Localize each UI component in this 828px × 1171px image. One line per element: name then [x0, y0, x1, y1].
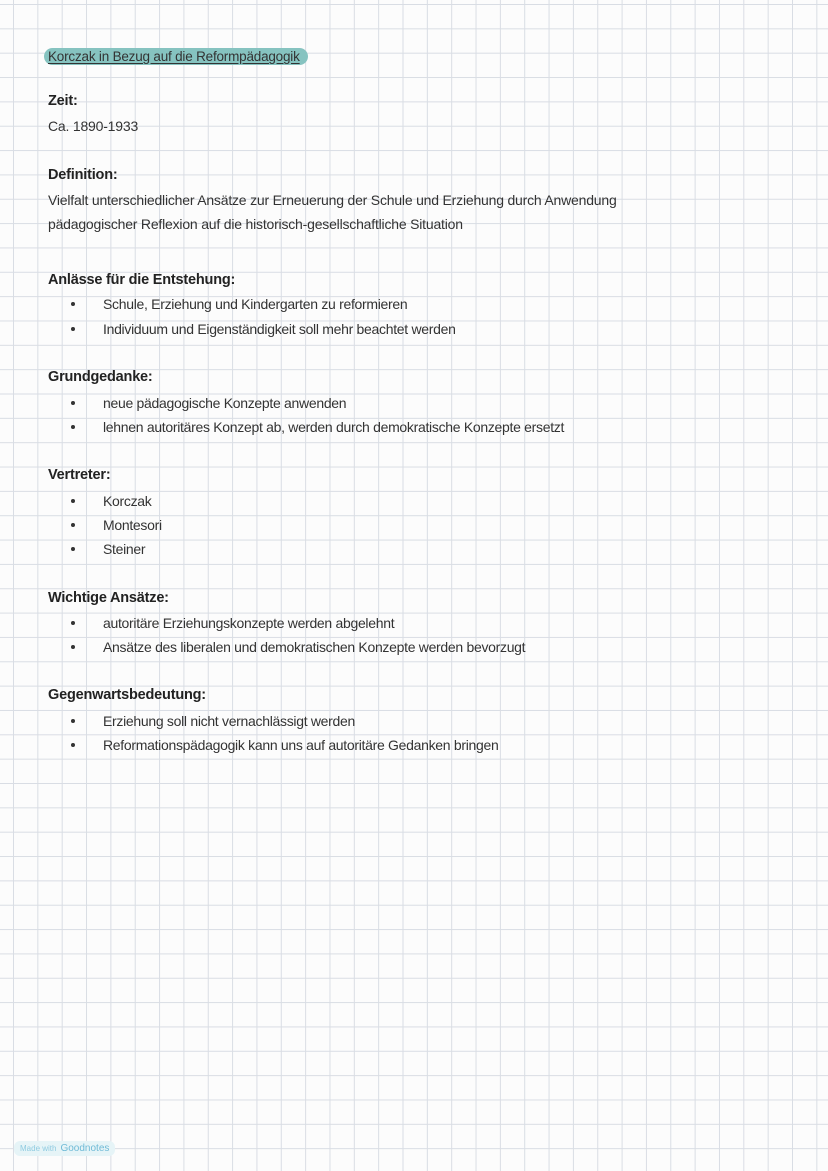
made-with-badge	[14, 1141, 115, 1156]
vertreter-heading: Vertreter:	[48, 467, 111, 483]
list-item	[68, 416, 564, 438]
list-item-text: Reformationspädagogik kann uns auf autoritäre Gedanken bringen	[103, 737, 499, 753]
bullet-icon	[71, 327, 75, 331]
list-item	[68, 392, 346, 414]
grundgedanke-heading: Grundgedanke:	[48, 369, 153, 385]
list-item	[68, 636, 525, 658]
list-item	[68, 612, 394, 634]
list-item-text: autoritäre Erziehungskonzepte werden abgelehnt	[103, 615, 395, 631]
bullet-icon	[71, 425, 75, 429]
list-item-text: lehnen autoritäres Konzept ab, werden durch demokratische Konzepte ersetzt	[103, 419, 565, 435]
list-item	[68, 318, 456, 340]
list-item	[68, 710, 355, 732]
list-item-text: Individuum und Eigenständigkeit soll mehr beachtet werden	[103, 321, 456, 337]
bullet-icon	[71, 401, 75, 405]
bullet-icon	[71, 302, 75, 306]
bullet-icon	[71, 547, 75, 551]
bullet-icon	[71, 743, 75, 747]
bullet-icon	[71, 621, 75, 625]
list-item-text: Steiner	[103, 541, 146, 557]
bullet-icon	[71, 499, 75, 503]
list-item	[68, 514, 162, 536]
footer-brand: Goodnotes	[60, 1143, 110, 1154]
anlaesse-heading: Anlässe für die Entstehung:	[48, 272, 236, 288]
footer-prefix: Made with	[20, 1144, 57, 1153]
ansaetze-heading: Wichtige Ansätze:	[48, 590, 169, 606]
list-item-text: Montesori	[103, 517, 162, 533]
list-item	[68, 293, 407, 315]
list-item-text: Erziehung soll nicht vernachlässigt werden	[103, 713, 355, 729]
zeit-heading: Zeit:	[48, 93, 78, 109]
list-item-text: Korczak	[103, 493, 152, 509]
definition-line-2: pädagogischer Reflexion auf die historisch-gesellschaftliche Situation	[48, 216, 463, 232]
list-item-text: Ansätze des liberalen und demokratischen Konzepte werden bevorzugt	[103, 639, 526, 655]
bullet-icon	[71, 645, 75, 649]
list-item-text: neue pädagogische Konzepte anwenden	[103, 395, 347, 411]
bullet-icon	[71, 719, 75, 723]
list-item-text: Schule, Erziehung und Kindergarten zu reformieren	[103, 296, 408, 312]
list-item	[68, 538, 145, 560]
list-item	[68, 490, 151, 512]
definition-heading: Definition:	[48, 167, 118, 183]
page-title: Korczak in Bezug auf die Reformpädagogik	[44, 48, 308, 65]
zeit-text: Ca. 1890-1933	[48, 118, 139, 134]
definition-line-1: Vielfalt unterschiedlicher Ansätze zur Erneuerung der Schule und Erziehung durch Anwendung	[48, 192, 617, 208]
gegenwart-heading: Gegenwartsbedeutung:	[48, 687, 206, 703]
bullet-icon	[71, 523, 75, 527]
list-item	[68, 734, 498, 756]
